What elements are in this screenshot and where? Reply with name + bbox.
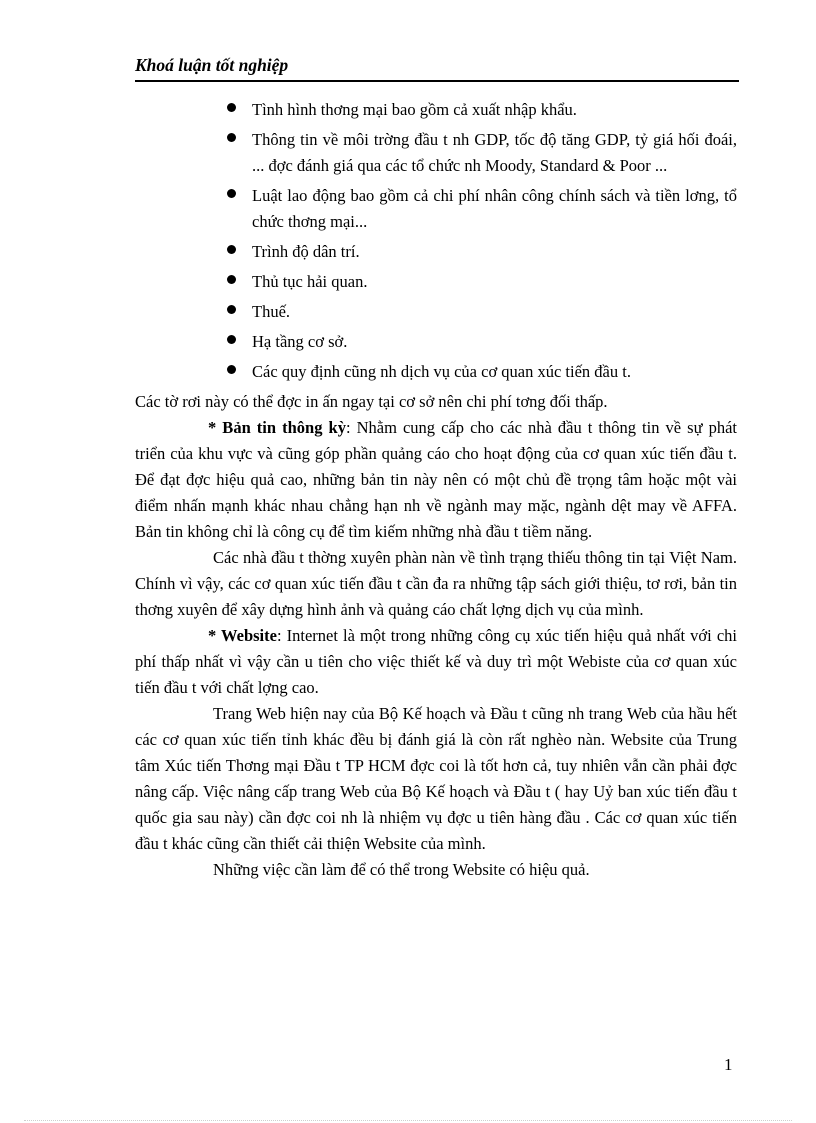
paragraph-ministry-web: Trang Web hiện nay của Bộ Kế hoạch và Đầu t cũng nh trang Web của hầu hết các cơ quan xúc tiến tỉnh khác đều bị đánh giá là còn rất nghèo nàn. Website của Trung tâm Xúc tiến Thơng mại Đầu t TP HCM đợc coi là tốt hơn cả, tuy nhiên vẫn cần phải đợc nâng cấp. Việc nâng cấp trang Web của Bộ Kế hoạch và Đầu t ( hay Uỷ ban xúc tiến đầu t quốc gia sau này) cần đợc coi nh là nhiệm vụ đợc u tiên hàng đầu . Các cơ quan xúc tiến đầu t khác cũng cần thiết cải thiện Website của mình. <box>135 704 737 853</box>
list-item <box>135 329 737 355</box>
bullet-icon <box>227 305 236 314</box>
paragraph-newsletter <box>135 415 737 545</box>
paragraph-investor-complaints: Các nhà đầu t thờng xuyên phàn nàn về tình trạng thiếu thông tin tại Việt Nam. Chính vì vậy, các cơ quan xúc tiến đầu t cần đa ra những tập sách giới thiệu, tơ rơi, bản tin thơng xuyên để xây dựng hình ảnh và quảng cáo chất lợng dịch vụ của mình. <box>135 548 737 619</box>
page-body <box>135 97 737 883</box>
website-heading: * Website <box>208 626 277 645</box>
bullet-icon <box>227 189 236 198</box>
newsletter-heading: * Bản tin thông kỳ <box>208 418 346 437</box>
list-item <box>135 359 737 385</box>
footer-divider <box>24 1120 792 1121</box>
bullet-icon <box>227 103 236 112</box>
page-number: 1 <box>724 1055 733 1074</box>
list-item <box>135 239 737 265</box>
list-item <box>135 183 737 235</box>
paragraph-leaflets: Các tờ rơi này có thể đợc in ấn ngay tại cơ sở nên chi phí tơng đối thấp. <box>135 392 608 411</box>
website-body: : Internet là một trong những công cụ xúc tiến hiệu quả nhất với chi phí thấp nhất vì vậy cần u tiên cho việc thiết kế và duy trì một Webiste của cơ quan xúc tiến đầu t với chất lợng cao. <box>135 626 737 697</box>
bullet-icon <box>227 245 236 254</box>
list-item-text: Các quy định cũng nh dịch vụ của cơ quan xúc tiến đầu t. <box>252 362 631 381</box>
list-item-text: Hạ tầng cơ sở. <box>252 332 348 351</box>
list-item <box>135 97 737 123</box>
list-item-text: Thủ tục hải quan. <box>252 272 368 291</box>
header-divider <box>135 80 739 82</box>
paragraph-website-tasks: Những việc cần làm để có thể trong Website có hiệu quả. <box>213 860 590 879</box>
bullet-list <box>135 97 737 385</box>
bullet-icon <box>227 335 236 344</box>
list-item-text: Trình độ dân trí. <box>252 242 360 261</box>
list-item <box>135 299 737 325</box>
list-item-text: Luật lao động bao gồm cả chi phí nhân công chính sách và tiền lơng, tổ chức thơng mại... <box>252 186 737 231</box>
list-item <box>135 269 737 295</box>
bullet-icon <box>227 133 236 142</box>
list-item-text: Thông tin về môi trờng đầu t nh GDP, tốc độ tăng GDP, tỷ giá hối đoái, ... đợc đánh giá qua các tổ chức nh Moody, Standard & Poor ... <box>252 130 737 175</box>
newsletter-body: : Nhằm cung cấp cho các nhà đầu t thông tin về sự phát triển của khu vực và cũng góp phần quảng cáo cho hoạt động của cơ quan xúc tiến đầu t. Để đạt đợc hiệu quả cao, những bản tin này nên có một chủ đề trọng tâm hoặc một vài điểm nhấn mạnh khác nhau chẳng hạn nh về ngành may mặc, ngành dệt may về AFFA. Bản tin không chỉ là công cụ để tìm kiếm những nhà đầu t tiềm năng. <box>135 418 737 541</box>
bullet-icon <box>227 365 236 374</box>
list-item <box>135 127 737 179</box>
running-header: Khoá luận tốt nghiệp <box>135 55 289 75</box>
bullet-icon <box>227 275 236 284</box>
list-item-text: Thuế. <box>252 302 291 321</box>
paragraph-website <box>135 623 737 701</box>
list-item-text: Tình hình thơng mại bao gồm cả xuất nhập khẩu. <box>252 100 577 119</box>
